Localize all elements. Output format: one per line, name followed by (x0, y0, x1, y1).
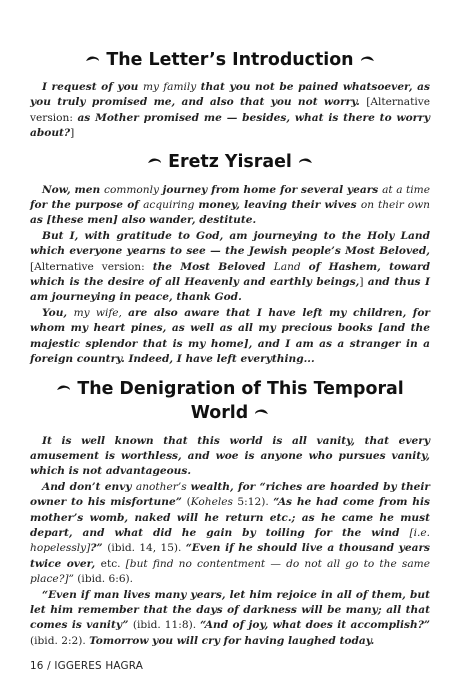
text-run: ] (70, 127, 75, 140)
text-run: Now, men (42, 183, 105, 196)
text-run: I request of you (42, 81, 143, 93)
text-run: my family (142, 81, 201, 93)
text-run: acquiring (143, 199, 199, 212)
text-run: Land (273, 260, 309, 273)
text-run: on their own (360, 199, 430, 212)
paragraph (30, 306, 430, 368)
text-run: and thus I am journeying in peace, thank God. (30, 276, 430, 304)
section-heading-text: The Denigration of This Temporal World (77, 378, 404, 423)
text-run: (ibid. 14, 15). (107, 542, 186, 555)
section-heading-letters-introduction (30, 48, 430, 72)
text-run: that you not be pained whatsoever, as you truly promised me, and also that you not worry. (30, 81, 430, 109)
text-run: [but find no contentment — do not all go to the same place?]” (30, 557, 430, 586)
text-run: “And of joy, what does it accomplish?” (200, 619, 430, 632)
text-run: ?” (90, 542, 108, 555)
paragraph (30, 588, 430, 650)
text-run: ] (359, 276, 368, 289)
text-run: at a time (382, 183, 430, 196)
text-run: [Alternative version: (30, 260, 153, 273)
text-run: (ibid. 6:6). (77, 573, 134, 586)
section-heading-text: The Letter’s Introduction (106, 50, 354, 70)
text-run: journey from home for several years (162, 183, 383, 196)
text-run: But I, with gratitude to God, am journeying to the Holy Land which everyone yearns to see — the Jewish people’s Most Beloved, (30, 229, 430, 258)
text-run: for the purpose of (30, 199, 144, 212)
section-heading-text: Eretz Yisrael (168, 151, 292, 172)
paragraph (30, 229, 430, 306)
text-run: another’s (135, 480, 191, 493)
section-heading-denigration (30, 377, 430, 425)
text-run: “Even if man lives many years, let him rejoice in all of them, but let him remember that the days of darkness will be many; all that comes is vanity” (30, 588, 430, 632)
ornament-left-icon (85, 55, 100, 63)
paragraph (30, 80, 430, 142)
page-footer: 16 / IGGERES HAGRA (30, 660, 144, 672)
text-run: as Mother promised me — besides, what is there to worry about? (30, 111, 430, 140)
text-run: (ibid. 2:2). (30, 634, 90, 647)
text-run: wealth, for “riches are hoarded by their owner to his misfortune” (30, 480, 430, 509)
ornament-right-icon (254, 408, 269, 416)
text-run: etc. (100, 557, 126, 570)
paragraph (30, 480, 430, 588)
text-run: as [these men] also wander, destitute. (30, 214, 257, 227)
text-run: of Hashem, toward which is the desire of all Heavenly and earthly beings, (30, 260, 431, 289)
paragraph (30, 434, 430, 480)
text-run: “As he had come from his mother’s womb, naked will he return etc.; as he came he must depart, and what did he gain by toiling for the wind (30, 496, 431, 539)
text-run: 5:12). (237, 496, 274, 509)
text-run: Tomorrow you will cry for having laughed today. (89, 634, 375, 647)
ornament-right-icon (360, 55, 375, 63)
ornament-left-icon (147, 157, 162, 165)
text-run: the Most Beloved (152, 260, 274, 273)
paragraph (30, 183, 430, 229)
section-heading-eretz-yisrael (30, 150, 430, 174)
text-run: Koheles (190, 496, 238, 509)
text-run: It is well known that this world is all vanity, that every amusement is worthless, and woe is anyone who pursues vanity, which is not advantageous. (30, 434, 430, 478)
text-run: You, (42, 306, 74, 319)
text-run: money, leaving their wives (198, 199, 361, 212)
text-run: (ibid. 11:8). (132, 619, 201, 632)
text-run: “Even if he should live a thousand years twice over, (30, 542, 430, 570)
text-run: commonly (104, 183, 163, 196)
text-run: ( (186, 496, 191, 509)
text-run: my wife, (73, 306, 129, 319)
ornament-right-icon (298, 157, 313, 165)
text-run: And don’t envy (42, 480, 136, 493)
text-run: [Alternative version: (30, 96, 430, 124)
ornament-left-icon (56, 384, 71, 392)
text-run: [i.e. hopelessly] (30, 526, 430, 555)
text-run: are also aware that I have left my children, for whom my heart pines, as well as all my precious books [and the majestic splendor that is my home], and I am as a stranger in a foreign country. Indeed, I have left everything... (30, 306, 431, 366)
